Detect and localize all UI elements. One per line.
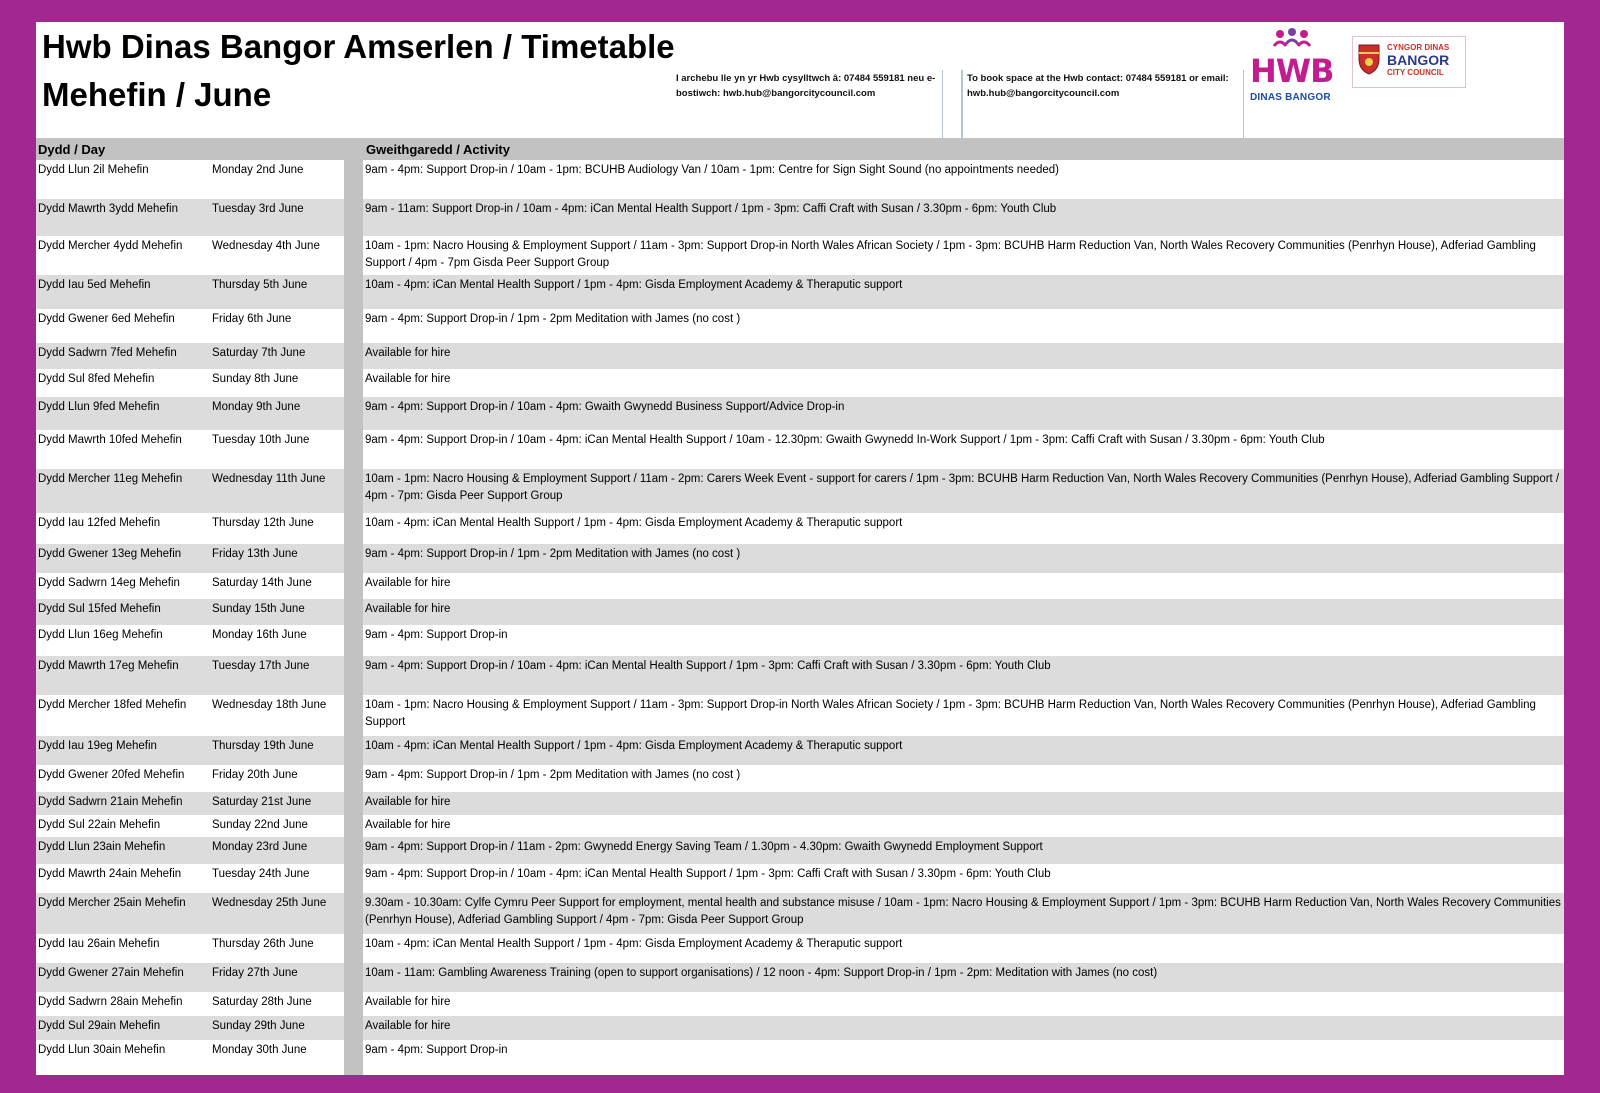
table-row xyxy=(36,275,1564,309)
activity-cell: 10am - 1pm: Nacro Housing & Employment Support / 11am - 2pm: Carers Week Event - support for carers / 1pm - 3pm: BCUHB Harm Reduction Van, North Wales Recovery Communities (Penrhyn House), Adferiad Gambling Support / 4pm - 7pm: Gisda Peer Support Group xyxy=(363,469,1564,513)
table-row xyxy=(36,765,1564,792)
table-row xyxy=(36,695,1564,736)
day-cell xyxy=(36,792,344,815)
day-welsh: Dydd Llun 9fed Mehefin xyxy=(38,401,160,413)
day-welsh: Dydd Sadwrn 7fed Mehefin xyxy=(38,347,177,359)
contact-english: To book space at the Hwb contact: 07484 559181 or email: hwb.hub@bangorcitycouncil.com xyxy=(962,70,1244,148)
table-row xyxy=(36,369,1564,397)
day-welsh: Dydd Gwener 13eg Mehefin xyxy=(38,548,182,560)
table-row xyxy=(36,792,1564,815)
day-cell xyxy=(36,765,344,792)
contact-welsh: I archebu lle yn yr Hwb cysylltwch â: 07484 559181 neu e-bostiwch: hwb.hub@bangorcitycouncil.com xyxy=(676,73,936,99)
activity-cell: 9am - 4pm: Support Drop-in / 1pm - 2pm Meditation with James (no cost ) xyxy=(365,769,741,781)
activity-cell: Available for hire xyxy=(365,577,451,589)
day-welsh: Dydd Sul 22ain Mehefin xyxy=(38,819,161,831)
table-row xyxy=(36,992,1564,1016)
day-welsh: Dydd Iau 26ain Mehefin xyxy=(38,938,160,950)
day-welsh: Dydd Llun 16eg Mehefin xyxy=(38,629,163,641)
day-welsh: Dydd Sadwrn 28ain Mehefin xyxy=(38,996,183,1008)
day-cell xyxy=(36,469,344,513)
day-english: Monday 16th June xyxy=(212,629,307,641)
table-row xyxy=(36,513,1564,544)
day-cell xyxy=(36,309,344,343)
activity-cell: 10am - 1pm: Nacro Housing & Employment Support / 11am - 3pm: Support Drop-in North Wales African Society / 1pm - 3pm: BCUHB Harm Reduction Van, North Wales Recovery Communities (Penrhyn House), Adferiad Gambling Support xyxy=(365,699,1536,728)
day-cell xyxy=(36,275,344,309)
activity-cell: 9am - 4pm: Support Drop-in xyxy=(365,1044,508,1056)
table-row xyxy=(36,963,1564,992)
day-english: Wednesday 18th June xyxy=(212,699,327,711)
table-row xyxy=(36,736,1564,765)
day-cell xyxy=(36,1040,344,1066)
day-english: Monday 9th June xyxy=(212,401,301,413)
table-row xyxy=(36,160,1564,199)
day-welsh: Dydd Gwener 20fed Mehefin xyxy=(38,769,185,781)
day-english: Wednesday 4th June xyxy=(212,240,320,252)
day-welsh: Dydd Gwener 27ain Mehefin xyxy=(38,967,184,979)
day-english: Sunday 22nd June xyxy=(212,819,308,831)
activity-cell: 10am - 4pm: iCan Mental Health Support / 1pm - 4pm: Gisda Employment Academy & Theraputic support xyxy=(363,736,1564,765)
day-english: Tuesday 3rd June xyxy=(212,203,304,215)
day-english: Sunday 15th June xyxy=(212,603,305,615)
day-cell xyxy=(36,160,344,199)
hwb-logo xyxy=(1246,26,1336,116)
day-welsh: Dydd Mawrth 3ydd Mehefin xyxy=(38,203,178,215)
day-cell xyxy=(36,236,344,275)
day-welsh: Dydd Sadwrn 21ain Mehefin xyxy=(38,796,183,808)
day-cell xyxy=(36,625,344,656)
table-row xyxy=(36,1040,1564,1066)
activity-cell: 9am - 4pm: Support Drop-in / 1pm - 2pm Meditation with James (no cost ) xyxy=(365,313,741,325)
day-welsh: Dydd Mercher 4ydd Mehefin xyxy=(38,240,183,252)
day-cell xyxy=(36,695,344,736)
table-row xyxy=(36,864,1564,893)
day-cell xyxy=(36,199,344,236)
day-welsh: Dydd Llun 23ain Mehefin xyxy=(38,841,166,853)
table-row xyxy=(36,343,1564,369)
day-english: Friday 13th June xyxy=(212,548,298,560)
day-welsh: Dydd Mawrth 10fed Mehefin xyxy=(38,434,182,446)
day-welsh: Dydd Mercher 18fed Mehefin xyxy=(38,699,187,711)
table-row xyxy=(36,599,1564,625)
header-activity: Gweithgaredd / Activity xyxy=(366,142,510,157)
day-english: Saturday 21st June xyxy=(212,796,312,808)
day-cell xyxy=(36,864,344,893)
activity-cell: 9am - 4pm: Support Drop-in / 10am - 4pm: iCan Mental Health Support / 1pm - 3pm: Caffi Craft with Susan / 3.30pm - 6pm: Youth Club xyxy=(365,868,1051,880)
activity-cell: 10am - 11am: Gambling Awareness Training (open to support organisations) / 12 noon - 4pm: Support Drop-in / 1pm - 2pm: Meditation with James (no cost) xyxy=(363,963,1564,992)
day-welsh: Dydd Sadwrn 14eg Mehefin xyxy=(38,577,180,589)
day-english: Thursday 12th June xyxy=(212,517,314,529)
day-english: Monday 2nd June xyxy=(212,164,304,176)
activity-cell: 10am - 4pm: iCan Mental Health Support / 1pm - 4pm: Gisda Employment Academy & Theraputic support xyxy=(363,275,1564,309)
day-welsh: Dydd Iau 12fed Mehefin xyxy=(38,517,161,529)
table-row xyxy=(36,1016,1564,1040)
activity-cell: Available for hire xyxy=(363,1016,1564,1040)
activity-cell: 9am - 4pm: Support Drop-in / 10am - 4pm: iCan Mental Health Support / 10am - 12.30pm: Gwaith Gwynedd In-Work Support / 1pm - 3pm: Caffi Craft with Susan / 3.30pm - 6pm: Youth Club xyxy=(365,434,1325,446)
day-welsh: Dydd Sul 29ain Mehefin xyxy=(38,1020,161,1032)
day-english: Friday 27th June xyxy=(212,967,298,979)
activity-cell: Available for hire xyxy=(365,819,451,831)
table-row xyxy=(36,625,1564,656)
activity-cell: 10am - 4pm: iCan Mental Health Support / 1pm - 4pm: Gisda Employment Academy & Theraputic support xyxy=(365,938,903,950)
timetable-rows xyxy=(36,160,1564,1066)
activity-cell: 9am - 11am: Support Drop-in / 10am - 4pm: iCan Mental Health Support / 1pm - 3pm: Caffi Craft with Susan / 3.30pm - 6pm: Youth Club xyxy=(363,199,1564,236)
day-english: Sunday 8th June xyxy=(212,373,299,385)
day-english: Monday 23rd June xyxy=(212,841,308,853)
day-english: Friday 6th June xyxy=(212,313,292,325)
page-subtitle-month: Mehefin / June xyxy=(42,76,272,113)
day-cell xyxy=(36,992,344,1016)
activity-cell: Available for hire xyxy=(363,599,1564,625)
day-english: Saturday 14th June xyxy=(212,577,312,589)
day-cell xyxy=(36,544,344,573)
day-welsh: Dydd Mercher 11eg Mehefin xyxy=(38,473,183,485)
day-english: Tuesday 17th June xyxy=(212,660,310,672)
day-welsh: Dydd Gwener 6ed Mehefin xyxy=(38,313,175,325)
activity-cell: Available for hire xyxy=(363,343,1564,369)
activity-cell: Available for hire xyxy=(365,373,451,385)
day-cell xyxy=(36,369,344,397)
day-english: Tuesday 10th June xyxy=(212,434,310,446)
day-cell xyxy=(36,513,344,544)
council-logo xyxy=(1352,36,1466,88)
header-day: Dydd / Day xyxy=(38,142,106,157)
day-english: Saturday 7th June xyxy=(212,347,306,359)
table-row xyxy=(36,934,1564,963)
activity-cell: 9am - 4pm: Support Drop-in / 10am - 1pm: BCUHB Audiology Van / 10am - 1pm: Centre for Sign Sight Sound (no appointments needed) xyxy=(365,164,1059,176)
table-row xyxy=(36,656,1564,695)
day-english: Wednesday 25th June xyxy=(212,897,327,909)
day-english: Thursday 5th June xyxy=(212,279,308,291)
activity-cell: 9am - 4pm: Support Drop-in / 10am - 4pm: iCan Mental Health Support / 1pm - 3pm: Caffi Craft with Susan / 3.30pm - 6pm: Youth Club xyxy=(363,656,1564,695)
day-cell xyxy=(36,934,344,963)
table-row xyxy=(36,236,1564,275)
day-welsh: Dydd Llun 2il Mehefin xyxy=(38,164,149,176)
day-english: Friday 20th June xyxy=(212,769,298,781)
table-row xyxy=(36,837,1564,864)
table-header xyxy=(36,138,1564,160)
day-english: Saturday 28th June xyxy=(212,996,312,1008)
contact-divider xyxy=(942,70,962,148)
day-cell xyxy=(36,893,344,934)
timetable-sheet xyxy=(36,22,1564,1075)
day-welsh: Dydd Mercher 25ain Mehefin xyxy=(38,897,186,909)
day-english: Thursday 26th June xyxy=(212,938,314,950)
page-title: Hwb Dinas Bangor Amserlen / Timetable xyxy=(42,28,675,65)
table-row xyxy=(36,544,1564,573)
day-cell xyxy=(36,397,344,430)
day-welsh: Dydd Sul 8fed Mehefin xyxy=(38,373,155,385)
day-english: Monday 30th June xyxy=(212,1044,307,1056)
activity-cell: 9am - 4pm: Support Drop-in / 1pm - 2pm Meditation with James (no cost ) xyxy=(363,544,1564,573)
day-welsh: Dydd Iau 5ed Mehefin xyxy=(38,279,151,291)
activity-cell: 10am - 1pm: Nacro Housing & Employment Support / 11am - 3pm: Support Drop-in North Wales African Society / 1pm - 3pm: BCUHB Harm Reduction Van, North Wales Recovery Communities (Penrhyn House), Adferiad Gambling Support / 4pm - 7pm Gisda Peer Support Group xyxy=(365,240,1536,269)
day-cell xyxy=(36,573,344,599)
table-row xyxy=(36,309,1564,343)
council-shield-icon xyxy=(1357,43,1381,75)
activity-cell: 9am - 4pm: Support Drop-in / 10am - 4pm: Gwaith Gwynedd Business Support/Advice Drop-in xyxy=(363,397,1564,430)
activity-cell: Available for hire xyxy=(363,792,1564,815)
table-row xyxy=(36,430,1564,469)
hwb-logo-subtitle: DINAS BANGOR xyxy=(1250,92,1331,103)
activity-cell: 9.30am - 10.30am: Cylfe Cymru Peer Support for employment, mental health and substance misuse / 10am - 1pm: Nacro Housing & Employment Support / 1pm - 3pm: BCUHB Harm Reduction Van, North Wales Recovery Communities (Penrhyn House), Adferiad Gambling Support / 4pm - 7pm: Gisda Peer Support Group xyxy=(363,893,1564,934)
day-welsh: Dydd Llun 30ain Mehefin xyxy=(38,1044,166,1056)
council-logo-line1: CYNGOR DINAS xyxy=(1387,43,1450,52)
day-english: Tuesday 24th June xyxy=(212,868,310,880)
day-welsh: Dydd Mawrth 17eg Mehefin xyxy=(38,660,179,672)
day-cell xyxy=(36,1016,344,1040)
day-welsh: Dydd Sul 15fed Mehefin xyxy=(38,603,161,615)
hwb-logo-word: HWB xyxy=(1250,52,1334,90)
council-logo-line2: BANGOR xyxy=(1387,52,1450,68)
table-row xyxy=(36,815,1564,837)
table-row xyxy=(36,573,1564,599)
council-logo-line3: CITY COUNCIL xyxy=(1387,68,1444,77)
day-welsh: Dydd Mawrth 24ain Mehefin xyxy=(38,868,182,880)
day-english: Wednesday 11th June xyxy=(212,473,326,485)
day-cell xyxy=(36,656,344,695)
day-english: Thursday 19th June xyxy=(212,740,314,752)
day-cell xyxy=(36,430,344,469)
activity-cell: 9am - 4pm: Support Drop-in xyxy=(365,629,508,641)
day-cell xyxy=(36,343,344,369)
day-cell xyxy=(36,736,344,765)
day-cell xyxy=(36,599,344,625)
table-row xyxy=(36,469,1564,513)
table-row xyxy=(36,199,1564,236)
day-cell xyxy=(36,815,344,837)
day-cell xyxy=(36,963,344,992)
day-welsh: Dydd Iau 19eg Mehefin xyxy=(38,740,157,752)
table-row xyxy=(36,397,1564,430)
day-english: Sunday 29th June xyxy=(212,1020,305,1032)
table-row xyxy=(36,893,1564,934)
activity-cell: 9am - 4pm: Support Drop-in / 11am - 2pm: Gwynedd Energy Saving Team / 1.30pm - 4.30pm: Gwaith Gwynedd Employment Support xyxy=(363,837,1564,864)
activity-cell: Available for hire xyxy=(365,996,451,1008)
activity-cell: 10am - 4pm: iCan Mental Health Support / 1pm - 4pm: Gisda Employment Academy & Theraputic support xyxy=(365,517,903,529)
day-cell xyxy=(36,837,344,864)
